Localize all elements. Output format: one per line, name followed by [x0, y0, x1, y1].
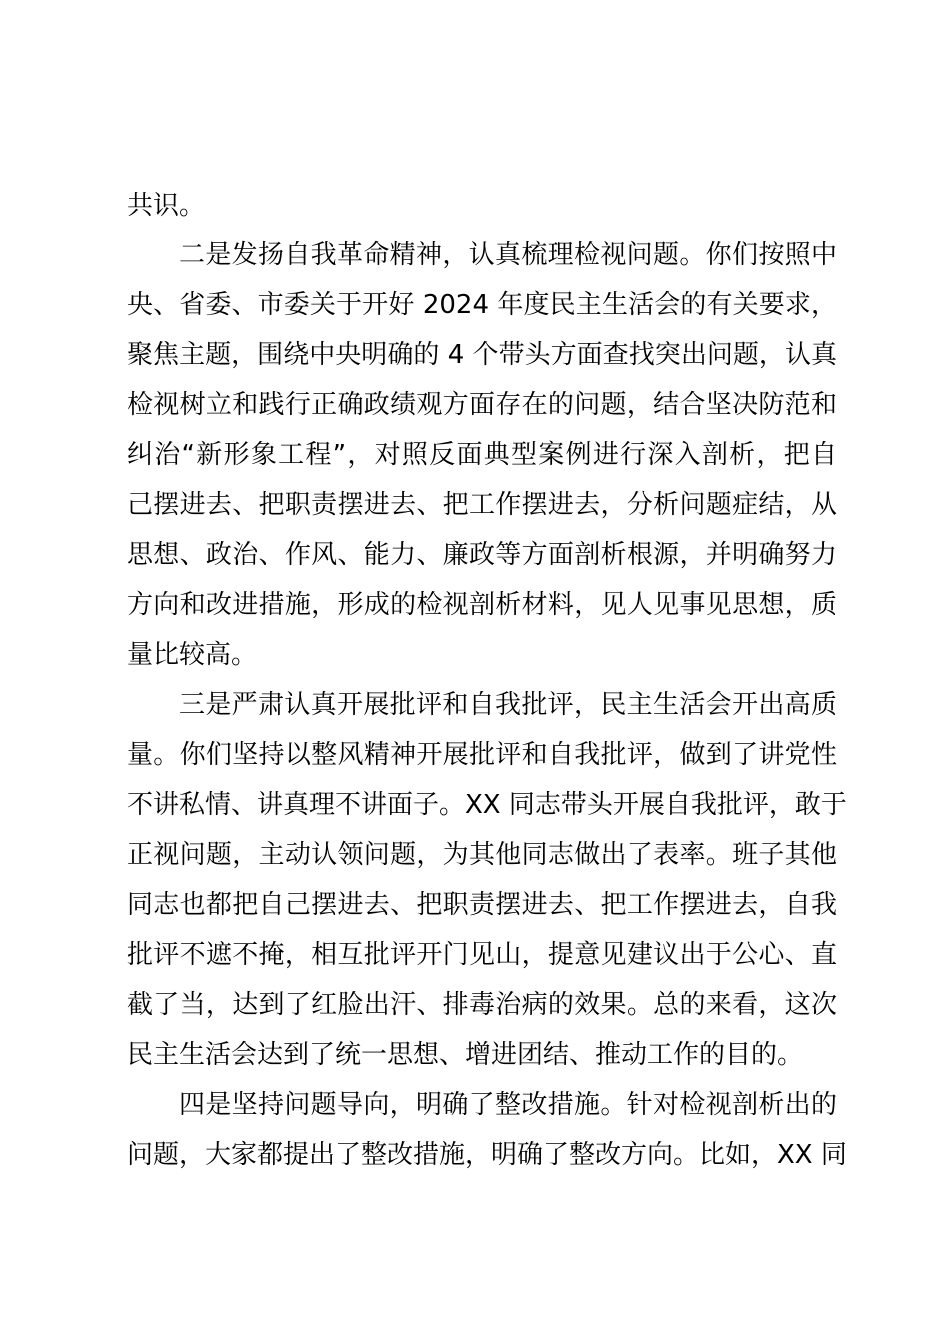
text-line: 截了当，达到了红脸出汗、排毒治病的效果。总的来看，这次	[127, 990, 837, 1020]
text-line: 问题，大家都提出了整改措施，明确了整改方向。比如，XX 同	[127, 1140, 847, 1170]
text-line: 方向和改进措施，形成的检视剖析材料，见人见事见思想，质	[127, 590, 837, 620]
paragraph-first-line: 三是严肃认真开展批评和自我批评，民主生活会开出高质	[179, 690, 837, 720]
text-line: 思想、政治、作风、能力、廉政等方面剖析根源，并明确努力	[127, 540, 837, 570]
text-line: 量。你们坚持以整风精神开展批评和自我批评，做到了讲党性	[127, 740, 837, 770]
text-line: 聚焦主题，围绕中央明确的 4 个带头方面查找突出问题，认真	[127, 340, 837, 370]
text-line: 民主生活会达到了统一思想、增进团结、推动工作的目的。	[127, 1040, 804, 1070]
text-line: 同志也都把自己摆进去、把职责摆进去、把工作摆进去，自我	[127, 890, 837, 920]
text-line: 共识。	[127, 191, 206, 221]
text-line: 不讲私情、讲真理不讲面子。XX 同志带头开展自我批评，敢于	[127, 790, 847, 820]
text-line: 量比较高。	[127, 640, 258, 670]
text-line: 检视树立和践行正确政绩观方面存在的问题，结合坚决防范和	[127, 390, 837, 420]
paragraph-first-line: 二是发扬自我革命精神，认真梳理检视问题。你们按照中	[179, 240, 837, 270]
text-line: 正视问题，主动认领问题，为其他同志做出了表率。班子其他	[127, 840, 837, 870]
text-line: 央、省委、市委关于开好 2024 年度民主生活会的有关要求，	[127, 290, 837, 320]
text-line: 己摆进去、把职责摆进去、把工作摆进去，分析问题症结，从	[127, 490, 837, 520]
paragraph-first-line: 四是坚持问题导向，明确了整改措施。针对检视剖析出的	[179, 1090, 837, 1120]
text-line: 纠治“新形象工程”，对照反面典型案例进行深入剖析，把自	[127, 440, 837, 470]
text-line: 批评不遮不掩，相互批评开门见山，提意见建议出于公心、直	[127, 940, 837, 970]
